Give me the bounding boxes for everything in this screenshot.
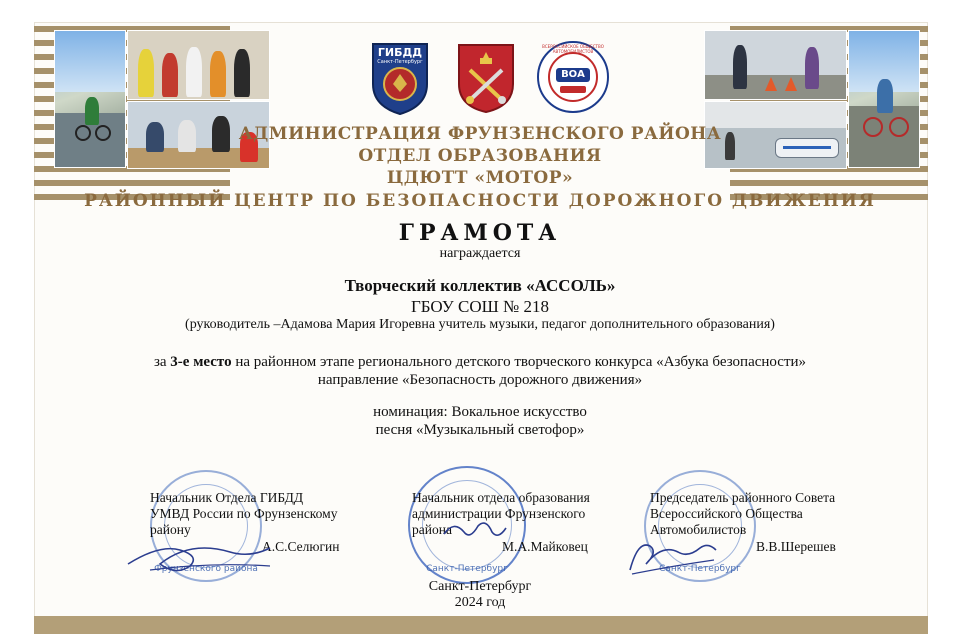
header-road-safety-center: РАЙОННЫЙ ЦЕНТР ПО БЕЗОПАСНОСТИ ДОРОЖНОГО ДВИЖЕНИЯ <box>84 191 876 211</box>
header-administration: АДМИНИСТРАЦИЯ ФРУНЗЕНСКОГО РАЙОНА <box>238 124 722 144</box>
signatory-education-title-l2: администрации Фрунзенского <box>412 506 586 521</box>
reason-prefix: за <box>153 354 171 370</box>
photo-traffic-cones <box>704 30 847 100</box>
recipient-name: Творческий коллектив «АССОЛЬ» <box>344 276 616 295</box>
voa-label: ВОА <box>561 69 585 80</box>
school-name: ГБОУ СОШ № 218 <box>410 297 550 316</box>
footer-city: Санкт-Петербург <box>428 579 532 594</box>
signatory-voa-title-l1: Председатель районного Совета <box>650 490 836 505</box>
gibdd-logo <box>369 40 431 116</box>
nomination: номинация: Вокальное искусство <box>373 404 587 420</box>
header-education-department: ОТДЕЛ ОБРАЗОВАНИЯ <box>358 146 602 166</box>
stamp-center-text: Санкт-Петербург <box>426 564 508 574</box>
song-title: песня «Музыкальный светофор» <box>375 422 585 438</box>
stamp-left-text: Фрунзенского района <box>154 564 258 574</box>
gibdd-label: ГИБДД <box>377 46 423 59</box>
signature-sheresheev <box>622 530 722 580</box>
certificate-title: ГРАМОТА <box>398 220 562 246</box>
signature-maykovets <box>440 514 510 544</box>
voa-ring-text: ВСЕРОССИЙСКОЕ ОБЩЕСТВО АВТОМОБИЛИСТОВ <box>542 44 604 54</box>
footer-stripe <box>34 616 928 634</box>
awarded-label: награждается <box>439 246 521 261</box>
signatory-education-title-l3: района <box>412 522 452 537</box>
signatory-gibdd-title-l2: УМВД России по Фрунзенскому <box>150 506 338 521</box>
contest-direction: направление «Безопасность дорожного движения» <box>317 372 643 388</box>
footer-year: 2024 год <box>454 595 506 610</box>
leader-info: (руководитель –Адамова Мария Игоревна учитель музыки, педагог дополнительного образования) <box>185 317 775 332</box>
signature-selyugin <box>120 520 280 580</box>
signatory-voa-title-l3: Автомобилистов <box>650 522 747 537</box>
signatory-education-name: М.А.Майковец <box>502 539 588 554</box>
header-motor-center: ЦДЮТТ «МОТОР» <box>386 168 574 188</box>
photo-children-group <box>127 30 270 100</box>
signatory-gibdd-name: А.С.Селюгин <box>262 539 340 554</box>
signatory-gibdd-title-l1: Начальник Отдела ГИБДД <box>150 490 304 505</box>
coat-of-arms-icon <box>456 42 516 114</box>
reason-rest: на районном этапе регионального детского творческого конкурса «Азбука безопасности» <box>231 354 807 370</box>
gibdd-sub: Санкт-Петербург <box>377 59 423 65</box>
signatory-education-title-l1: Начальник отдела образования <box>412 490 590 505</box>
voa-logo <box>536 40 610 114</box>
award-reason <box>0 354 960 371</box>
signatory-gibdd-title-l3: району <box>150 522 191 537</box>
signatory-voa-name: В.В.Шерешев <box>756 539 836 554</box>
award-place: 3-е место <box>170 354 232 370</box>
signatory-voa-title-l2: Всероссийского Общества <box>650 506 803 521</box>
stamp-right-text: Санкт-Петербург <box>659 564 741 574</box>
